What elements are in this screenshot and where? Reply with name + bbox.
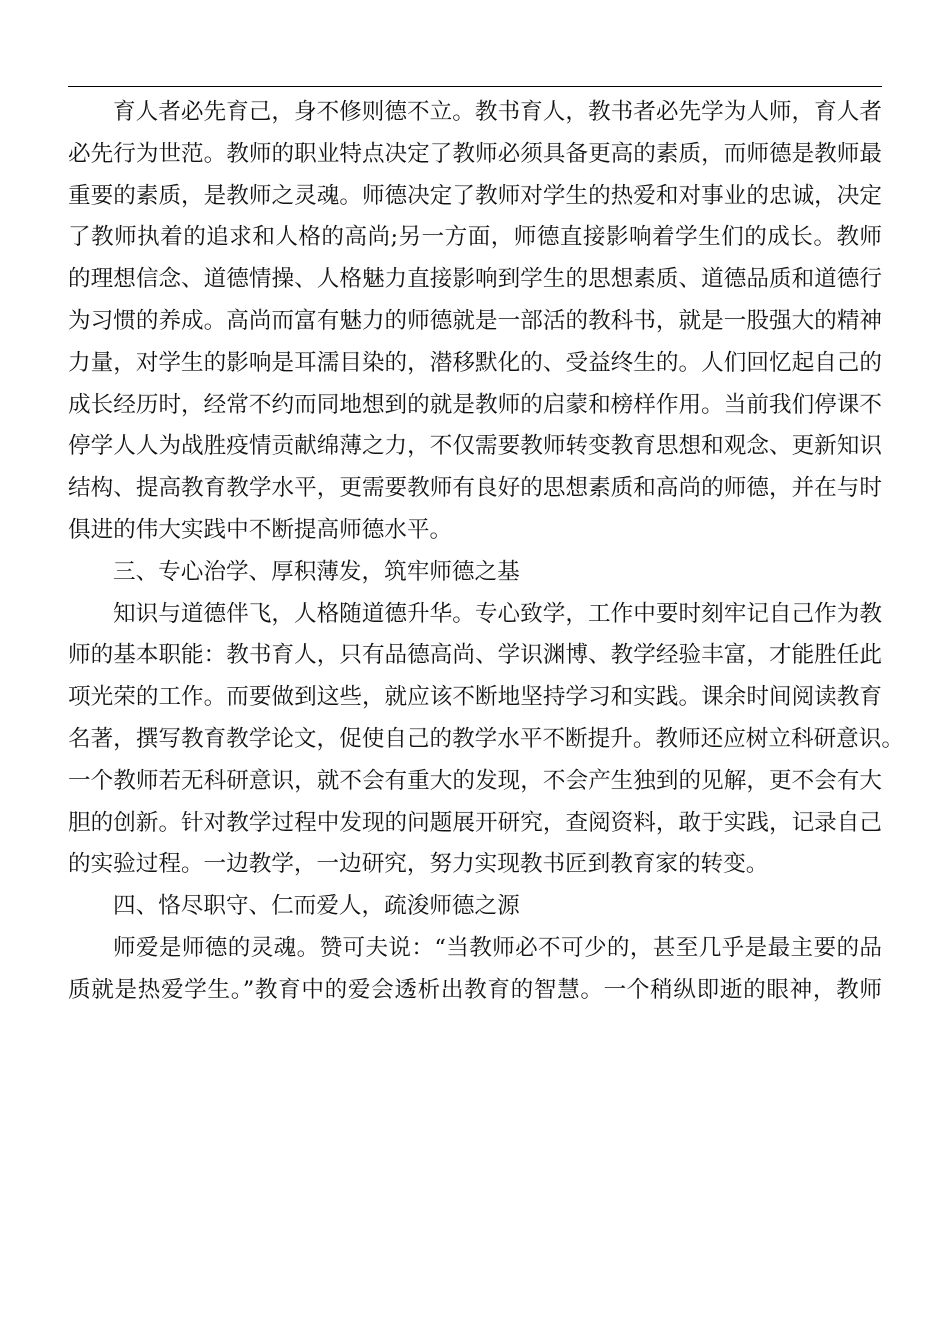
text-line: 的实验过程。一边教学，一边研究，努力实现教书匠到教育家的转变。 [68, 851, 769, 878]
text-line: 师的基本职能：教书育人，只有品德高尚、学识渊博、教学经验丰富，才能胜任此 [68, 642, 882, 669]
section-heading-4 [68, 886, 882, 928]
heading-text: 四、恪尽职守、仁而爱人，疏浚师德之源 [113, 893, 520, 920]
text-line: 项光荣的工作。而要做到这些，就应该不断地坚持学习和实践。课余时间阅读教育 [68, 684, 882, 711]
text-line: 成长经历时，经常不约而同地想到的就是教师的启蒙和榜样作用。当前我们停课不 [68, 391, 882, 418]
text-line: 力量，对学生的影响是耳濡目染的，潜移默化的、受益终生的。人们回忆起自己的 [68, 349, 882, 376]
text-line: 质就是热爱学生。”教育中的爱会透析出教育的智慧。一个稍纵即逝的眼神，教师 [68, 976, 882, 1003]
text-line: 俱进的伟大实践中不断提高师德水平。 [68, 516, 453, 543]
paragraph-teacher-love [68, 928, 882, 1012]
text-line: 必先行为世范。教师的职业特点决定了教师必须具备更高的素质，而师德是教师最 [68, 140, 882, 167]
text-line: 为习惯的养成。高尚而富有魅力的师德就是一部活的教科书，就是一股强大的精神 [68, 307, 882, 334]
paragraph-teacher-ethics [68, 92, 882, 552]
text-line: 一个教师若无科研意识，就不会有重大的发现，不会产生独到的见解，更不会有大 [68, 767, 882, 794]
text-line: 重要的素质，是教师之灵魂。师德决定了教师对学生的热爱和对事业的忠诚，决定 [68, 182, 882, 209]
text-line: 了教师执着的追求和人格的高尚;另一方面，师德直接影响着学生们的成长。教师 [68, 224, 882, 251]
text-line: 师爱是师德的灵魂。赞可夫说：“当教师必不可少的，甚至几乎是最主要的品 [113, 934, 882, 961]
text-line: 结构、提高教育教学水平，更需要教师有良好的思想素质和高尚的师德，并在与时 [68, 475, 882, 502]
heading-text: 三、专心治学、厚积薄发，筑牢师德之基 [113, 558, 520, 585]
text-line: 停学人人为战胜疫情贡献绵薄之力，不仅需要教师转变教育思想和观念、更新知识 [68, 433, 882, 460]
document-body [68, 92, 904, 1012]
text-line: 育人者必先育己，身不修则德不立。教书育人，教书者必先学为人师，育人者 [113, 99, 882, 125]
text-line: 名著，撰写教育教学论文，促使自己的教学水平不断提升。教师还应树立科研意识。 [68, 725, 904, 752]
paragraph-study [68, 594, 904, 887]
text-line: 胆的创新。针对教学过程中发现的问题展开研究，查阅资料，敢于实践，记录自己 [68, 809, 882, 836]
text-line: 知识与道德伴飞，人格随道德升华。专心致学，工作中要时刻牢记自己作为教 [113, 600, 882, 627]
section-heading-3 [68, 552, 882, 594]
text-line: 的理想信念、道德情操、人格魅力直接影响到学生的思想素质、道德品质和道德行 [68, 266, 882, 293]
header-rule [68, 86, 882, 87]
